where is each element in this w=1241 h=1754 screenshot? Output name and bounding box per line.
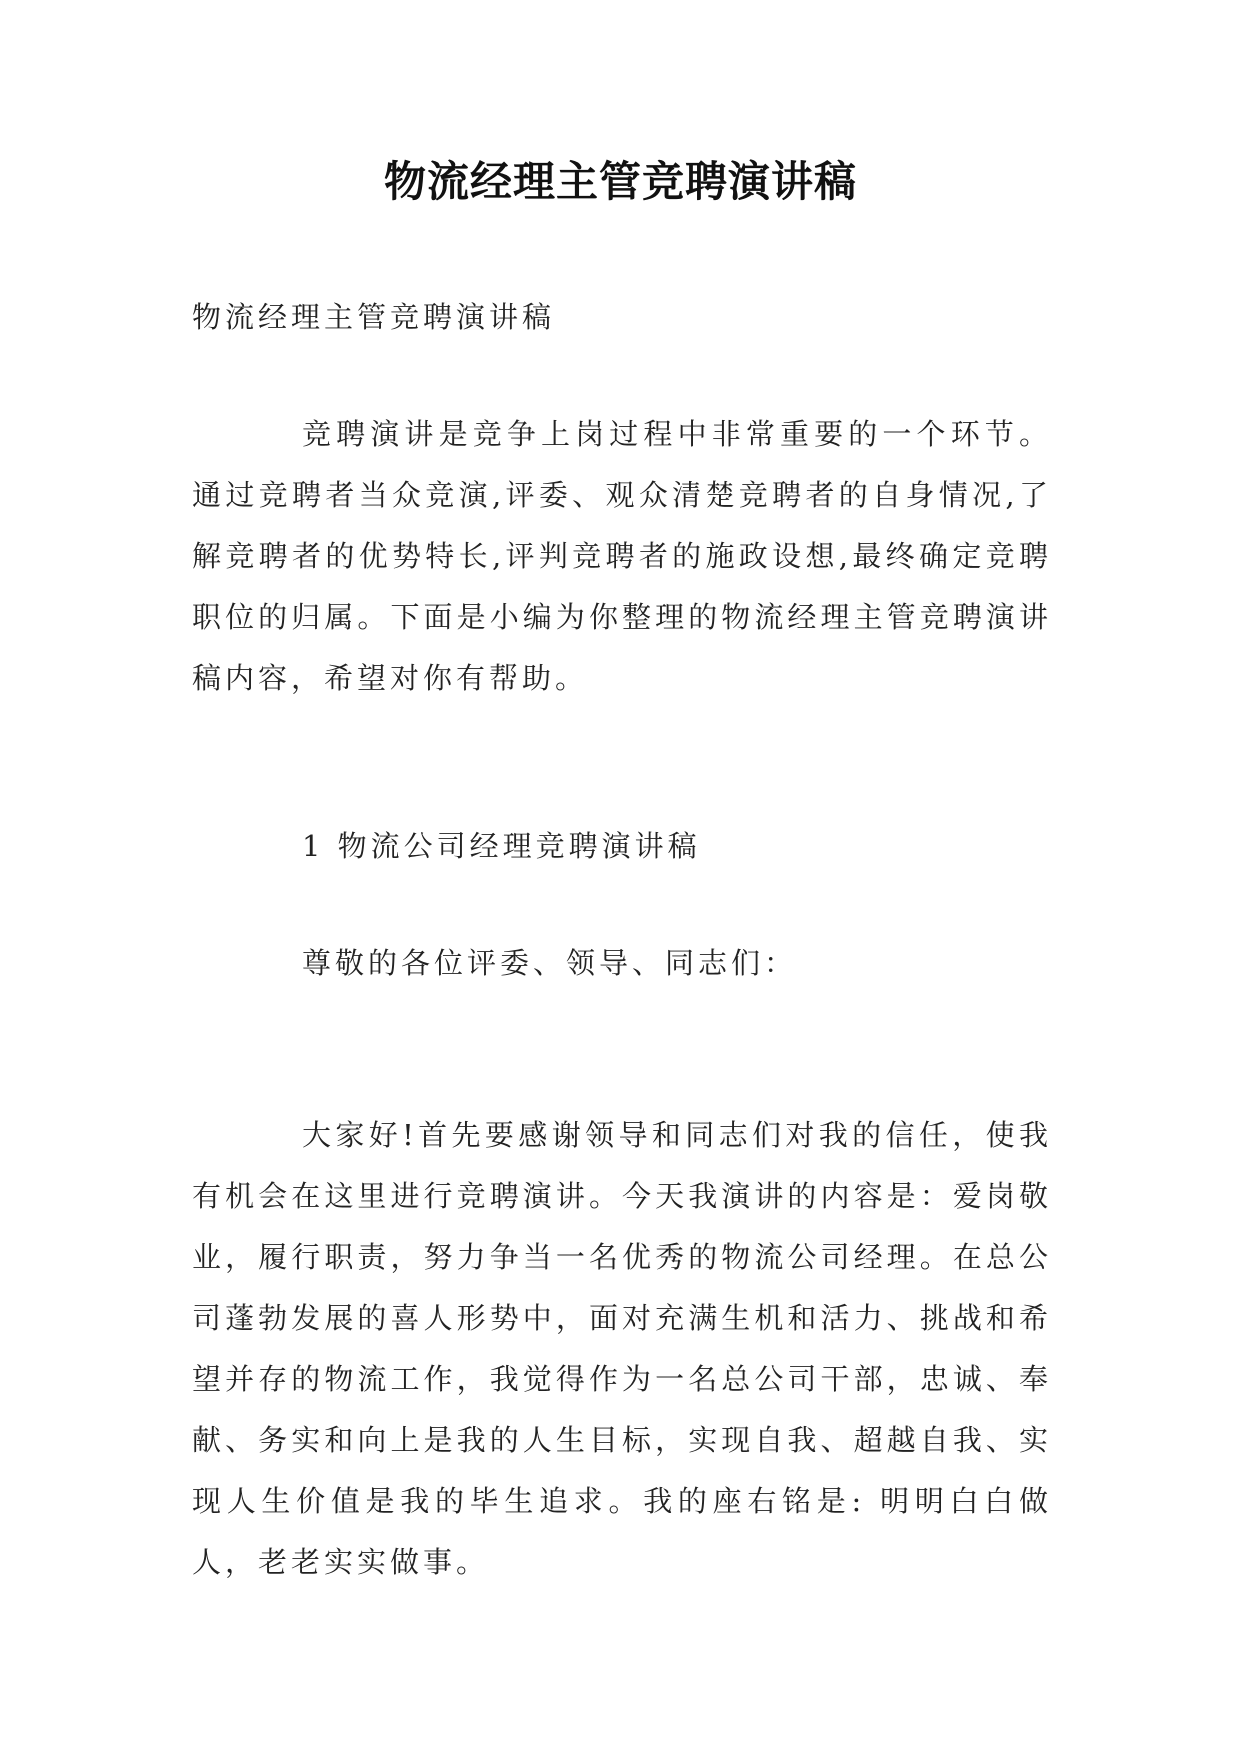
salutation: 尊敬的各位评委、领导、同志们： [302,946,798,980]
intro-paragraph: 竞聘演讲是竞争上岗过程中非常重要的一个环节。通过竞聘者当众竞演,评委、观众清楚竞聘者的自身情况,了解竞聘者的优势特长,评判竞聘者的施政设想,最终确定竞聘职位的归属。下面是小编为你整理的物流经理主管竞聘演讲稿内容，希望对你有帮助。 [192,417,1052,695]
document-subtitle: 物流经理主管竞聘演讲稿 [192,300,556,334]
section-heading: 1 物流公司经理竞聘演讲稿 [302,829,701,863]
document-title: 物流经理主管竞聘演讲稿 [383,157,857,206]
body-paragraph: 大家好!首先要感谢领导和同志们对我的信任，使我有机会在这里进行竞聘演讲。今天我演讲的内容是：爱岗敬业，履行职责，努力争当一名优秀的物流公司经理。在总公司蓬勃发展的喜人形势中，面对充满生机和活力、挑战和希望并存的物流工作，我觉得作为一名总公司干部，忠诚、奉献、务实和向上是我的人生目标，实现自我、超越自我、实现人生价值是我的毕生追求。我的座右铭是: 明明白白做人，老老实实做事。 [192,1118,1052,1579]
